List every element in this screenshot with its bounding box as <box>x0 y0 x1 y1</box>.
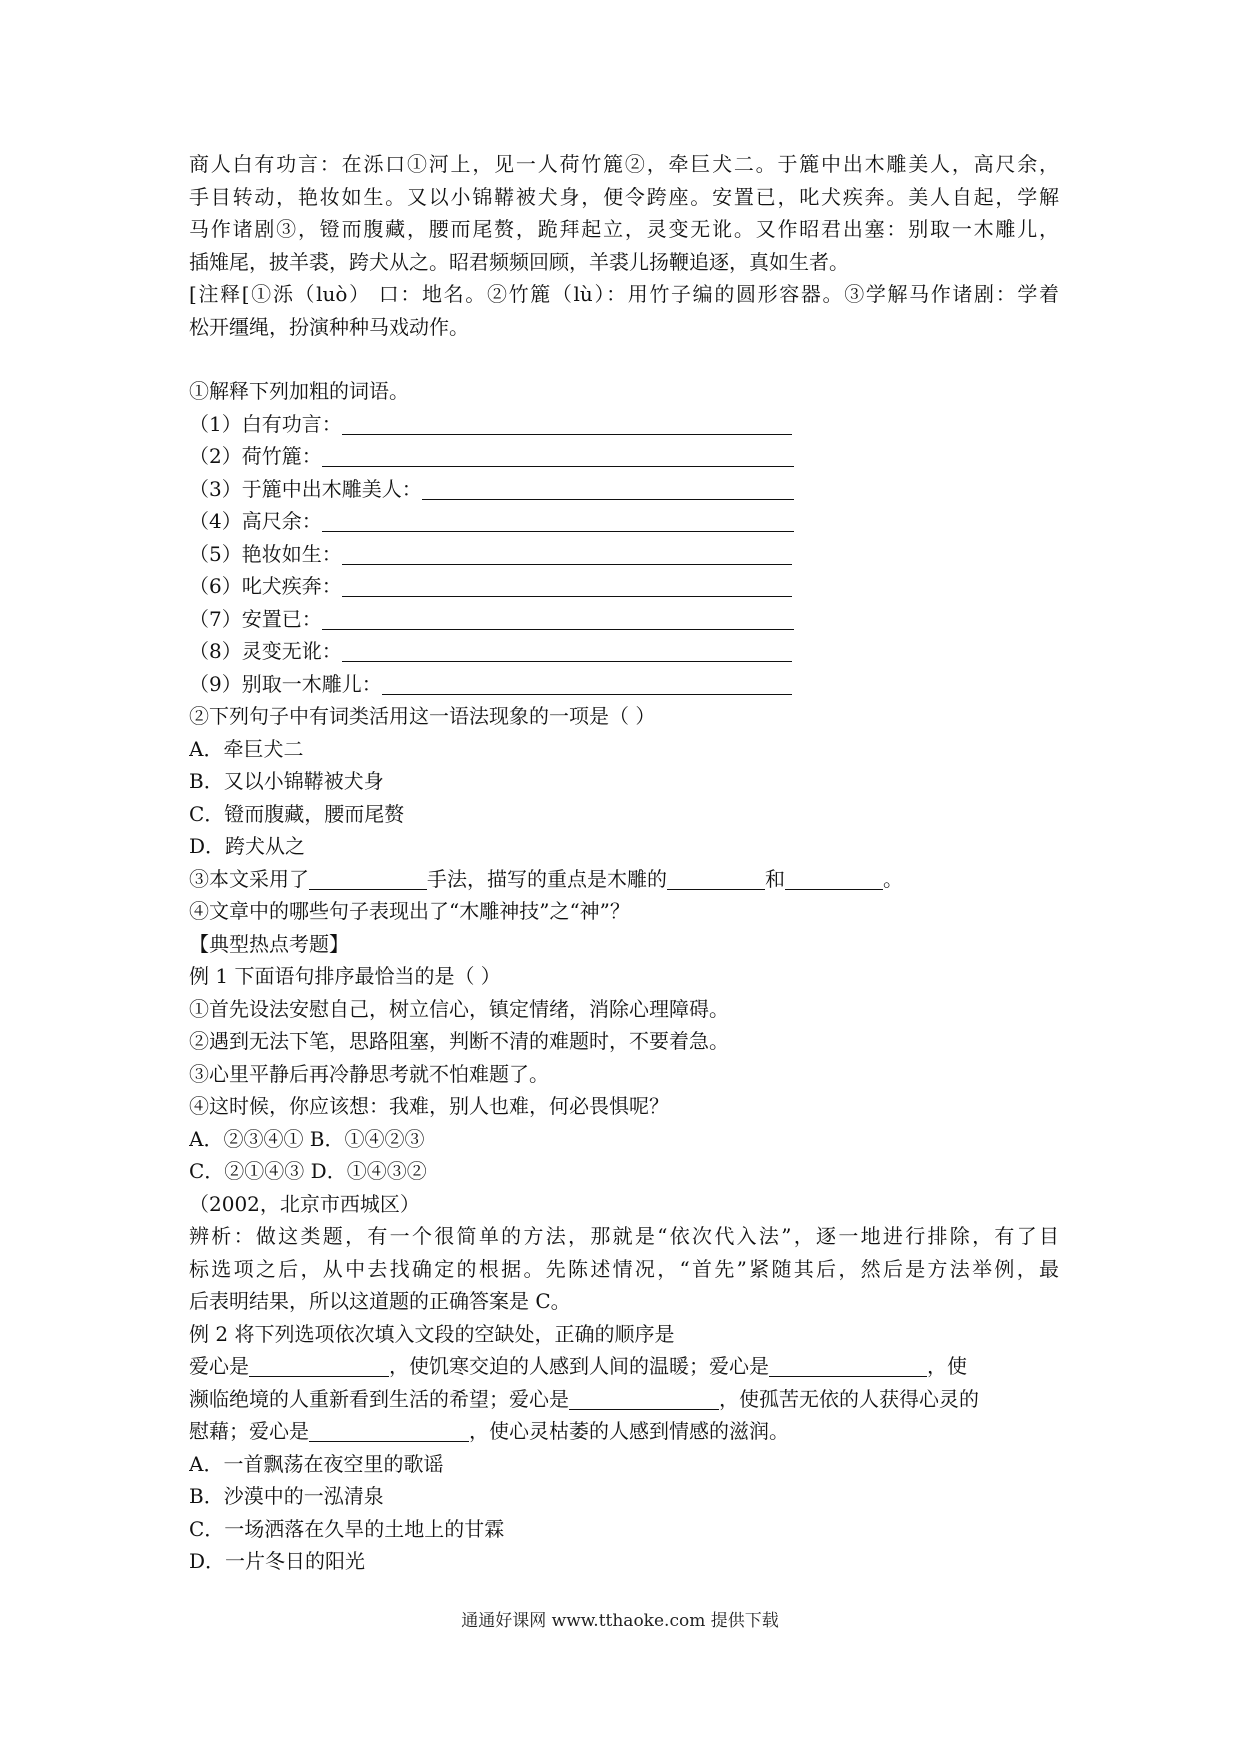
q1-item-label: （1）白有功言： <box>189 411 342 436</box>
options-row: A．②③④① B．①④②③ <box>189 1126 425 1151</box>
example-1 <box>189 960 1059 1318</box>
fill-text: ，使孤苦无依的人获得心灵的 <box>719 1386 979 1411</box>
sentence: ④这时候，你应该想：我难，别人也难，何必畏惧呢？ <box>189 1094 669 1118</box>
options-row: C．②①④③ D．①④③② <box>189 1159 427 1183</box>
q1-item <box>189 473 1059 506</box>
option-b[interactable]: B．又以小锦鞯被犬身 <box>189 769 384 793</box>
notes-line: 松开缰绳，扮演种种马戏动作。 <box>189 314 469 339</box>
page-footer: 通通好课网 www.tthaoke.com 提供下载 <box>461 1611 779 1631</box>
answer-blank[interactable] <box>769 1354 927 1377</box>
q1-item-label: （6）叱犬疾奔： <box>189 574 342 598</box>
option-c[interactable]: C．镫而腹藏，腰而尾赘 <box>189 801 405 826</box>
q1-item <box>189 635 1059 668</box>
q3-text: 手法，描写的重点是木雕的 <box>427 866 667 891</box>
option-a[interactable]: A．牵巨犬二 <box>189 736 304 761</box>
answer-blank[interactable] <box>322 607 794 630</box>
sentence: ②遇到无法下笔，思路阻塞，判断不清的难题时，不要着急。 <box>189 1029 729 1053</box>
analysis-line: 辨析：做这类题，有一个很简单的方法，那就是“依次代入法”，逐一地进行排除，有了目 <box>189 1224 1059 1248</box>
fill-text: ，使 <box>927 1354 967 1378</box>
q3-text: 和 <box>765 866 785 891</box>
answer-blank[interactable] <box>785 867 883 890</box>
option-d[interactable]: D．跨犬从之 <box>189 834 306 858</box>
answer-blank[interactable] <box>309 867 427 890</box>
q1-item-label: （3）于簏中出木雕美人： <box>189 476 422 501</box>
example-title: 例 2 将下列选项依次填入文段的空缺处，正确的顺序是 <box>189 1321 675 1346</box>
q1-item <box>189 505 1059 538</box>
fill-text-line <box>189 1350 1059 1383</box>
q1-item <box>189 440 1059 473</box>
answer-blank[interactable] <box>382 672 792 695</box>
answer-blank[interactable] <box>422 477 794 500</box>
q1-item <box>189 408 1059 441</box>
answer-blank[interactable] <box>309 1419 469 1442</box>
source-note: （2002，北京市西城区） <box>189 1191 420 1216</box>
q3-text: 。 <box>883 866 903 891</box>
passage-line: 插雉尾，披羊裘，跨犬从之。昭君频频回顾，羊裘儿扬鞭追逐，真如生者。 <box>189 249 849 274</box>
document-body <box>189 148 1059 1578</box>
option-c[interactable]: C．一场洒落在久旱的土地上的甘霖 <box>189 1516 505 1541</box>
answer-blank[interactable] <box>342 574 792 597</box>
question-3 <box>189 863 1059 896</box>
section-title: 【典型热点考题】 <box>189 931 349 956</box>
q1-item-label: （4）高尺余： <box>189 509 322 533</box>
fill-text-line <box>189 1415 1059 1448</box>
example-2 <box>189 1318 1059 1578</box>
passage-line: 手目转动，艳妆如生。又以小锦鞯被犬身，便令跨座。安置已，叱犬疾奔。美人自起，学解 <box>189 184 1059 209</box>
fill-text: 濒临绝境的人重新看到生活的希望；爱心是 <box>189 1386 569 1411</box>
q1-item-label: （8）灵变无讹： <box>189 639 342 663</box>
answer-blank[interactable] <box>249 1354 389 1377</box>
option-b[interactable]: B．沙漠中的一泓清泉 <box>189 1484 384 1508</box>
q1-item <box>189 570 1059 603</box>
q3-text: ③本文采用了 <box>189 866 309 891</box>
fill-text: ，使心灵枯萎的人感到情感的滋润。 <box>469 1419 789 1443</box>
q1-item <box>189 668 1059 701</box>
q1-item-label: （9）别取一木雕儿： <box>189 671 382 696</box>
question-title: ②下列句子中有词类活用这一语法现象的一项是（ ） <box>189 704 656 728</box>
sentence: ①首先设法安慰自己，树立信心，镇定情绪，消除心理障碍。 <box>189 996 729 1021</box>
passage-line: 商人白有功言：在泺口①河上，见一人荷竹簏②，牵巨犬二。于簏中出木雕美人，高尺余， <box>189 152 1059 176</box>
fill-text: 爱心是 <box>189 1354 249 1378</box>
q1-item-label: （5）艳妆如生： <box>189 541 342 566</box>
answer-blank[interactable] <box>342 542 792 565</box>
passage-line: 马作诸剧③，镫而腹藏，腰而尾赘，跪拜起立，灵变无讹。又作昭君出塞：别取一木雕儿， <box>189 217 1059 241</box>
option-a[interactable]: A．一首飘荡在夜空里的歌谣 <box>189 1451 444 1476</box>
question-4: ④文章中的哪些句子表现出了“木雕神技”之“神”？ <box>189 899 630 923</box>
passage <box>189 148 1059 343</box>
notes-line: [注释[①泺（luò） 口：地名。②竹簏（lù）：用竹子编的圆形容器。③学解马作诸剧：学着 <box>189 282 1059 306</box>
sentence: ③心里平静后再冷静思考就不怕难题了。 <box>189 1061 549 1086</box>
question-title: ①解释下列加粗的词语。 <box>189 379 409 403</box>
analysis-line: 标选项之后，从中去找确定的根据。先陈述情况，“首先”紧随其后，然后是方法举例，最 <box>189 1256 1059 1281</box>
answer-blank[interactable] <box>322 509 794 532</box>
q1-item <box>189 603 1059 636</box>
q1-item-label: （7）安置已： <box>189 606 322 631</box>
answer-blank[interactable] <box>667 867 765 890</box>
q1-item <box>189 538 1059 571</box>
question-2 <box>189 700 1059 863</box>
question-1 <box>189 375 1059 700</box>
q1-item-label: （2）荷竹簏： <box>189 444 322 468</box>
answer-blank[interactable] <box>342 412 792 435</box>
example-title: 例 1 下面语句排序最恰当的是（ ） <box>189 964 501 988</box>
fill-text-line <box>189 1383 1059 1416</box>
answer-blank[interactable] <box>322 444 794 467</box>
fill-text: 慰藉；爱心是 <box>189 1419 309 1443</box>
fill-text: ，使饥寒交迫的人感到人间的温暖；爱心是 <box>389 1354 769 1378</box>
option-d[interactable]: D．一片冬日的阳光 <box>189 1549 366 1573</box>
answer-blank[interactable] <box>569 1387 719 1410</box>
answer-blank[interactable] <box>342 639 792 662</box>
analysis-line: 后表明结果，所以这道题的正确答案是 C。 <box>189 1289 571 1313</box>
